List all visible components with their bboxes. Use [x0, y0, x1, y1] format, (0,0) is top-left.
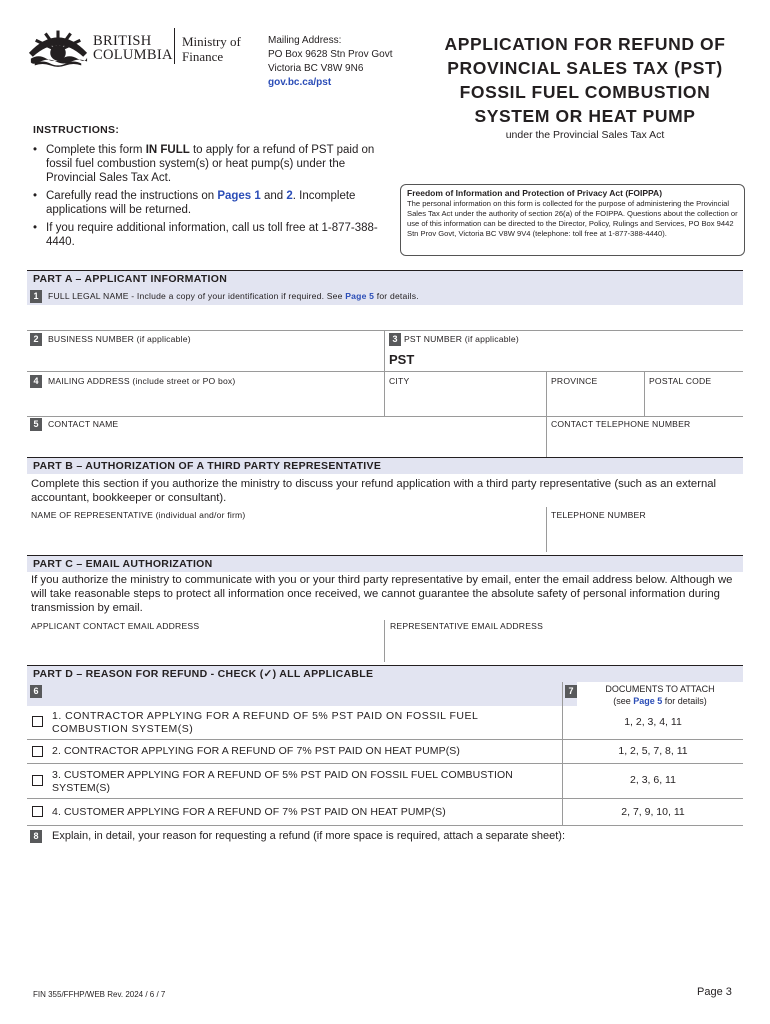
foippa-notice	[400, 184, 745, 256]
page-5-link[interactable]: Page 5	[633, 696, 663, 706]
contact-telephone-label: CONTACT TELEPHONE NUMBER	[551, 419, 691, 429]
field-number: 1	[30, 290, 42, 303]
contact-telephone-input[interactable]	[547, 432, 743, 456]
website-link[interactable]: gov.bc.ca/pst	[268, 77, 332, 88]
part-c-text: If you authorize the ministry to communicate with you or your third party representative by email, enter the email address below. Although we will take reasonable steps to protect all information once received, we cannot guarantee the absolute safety of personal information during transmission by email.	[31, 574, 733, 614]
instruction-item: • If you require additional information, call us toll free at 1-877-388-4440.	[33, 221, 378, 249]
mailing-address-input[interactable]	[27, 388, 384, 416]
pst-number-input[interactable]	[420, 348, 743, 370]
applicant-email-label: APPLICANT CONTACT EMAIL ADDRESS	[31, 621, 200, 631]
reason-4-checkbox[interactable]	[32, 806, 43, 817]
pages-1-link[interactable]: Pages 1	[217, 190, 261, 202]
instructions-heading: INSTRUCTIONS:	[33, 124, 120, 136]
reason-1-checkbox[interactable]	[32, 716, 43, 727]
instruction-item: • Complete this form IN FULL to apply for a refund of PST paid on fossil fuel combustion system(s) or heat pump(s) under the Provincial Sales Tax Act.	[33, 143, 378, 185]
explain-reason-textarea[interactable]	[27, 848, 743, 970]
bc-sun-logo	[27, 27, 89, 67]
contact-name-label: CONTACT NAME	[48, 419, 119, 429]
form-id: FIN 355/FFHP/WEB Rev. 2024 / 6 / 7	[33, 990, 166, 999]
part-b-text: Complete this section if you authorize the ministry to discuss your refund application with a third party representative (such as an external accountant, bookkeeper or consultant).	[31, 478, 717, 504]
explain-reason-label: Explain, in detail, your reason for requesting a refund (if more space is required, attach a separate sheet):	[52, 830, 566, 842]
part-d-heading: PART D – REASON FOR REFUND - CHECK (✓) ALL APPLICABLE	[27, 665, 743, 682]
postal-code-input[interactable]	[645, 388, 743, 416]
instruction-item: • Carefully read the instructions on Pages 1 and 2. Incomplete applications will be returned.	[33, 189, 378, 217]
representative-telephone-input[interactable]	[547, 522, 743, 552]
field-number: 2	[30, 333, 42, 346]
full-legal-name-input[interactable]	[27, 305, 743, 330]
full-legal-name-label: FULL LEGAL NAME - Include a copy of your identification if required. See Page 5 for details.	[48, 291, 419, 301]
representative-name-input[interactable]	[27, 522, 546, 552]
reason-1-documents: 1, 2, 3, 4, 11	[624, 716, 682, 728]
part-b-heading: PART B – AUTHORIZATION OF A THIRD PARTY REPRESENTATIVE	[27, 457, 743, 474]
page-number: Page 3	[697, 986, 732, 998]
reason-2-label: 2. CONTRACTOR APPLYING FOR A REFUND OF 7% PST PAID ON HEAT PUMP(S)	[52, 745, 461, 757]
reason-3-label: 3. CUSTOMER APPLYING FOR A REFUND OF 5% PST PAID ON FOSSIL FUEL COMBUSTION SYSTEM(S)	[52, 769, 513, 794]
form-title: APPLICATION FOR REFUND OF PROVINCIAL SALES TAX (PST) FOSSIL FUEL COMBUSTION SYSTEM OR HEAT PUMP	[444, 34, 726, 126]
reason-4-documents: 2, 7, 9, 10, 11	[621, 806, 685, 818]
mailing-address: Mailing Address: PO Box 9628 Stn Prov Govt Victoria BC V8W 9N6 gov.bc.ca/pst	[268, 35, 393, 88]
pst-prefix: PST	[389, 352, 415, 367]
city-input[interactable]	[385, 388, 546, 416]
foippa-heading: Freedom of Information and Protection of Privacy Act (FOIPPA)	[407, 188, 663, 198]
business-number-label: BUSINESS NUMBER (if applicable)	[48, 334, 191, 344]
page-2-link[interactable]: 2	[286, 190, 293, 202]
representative-name-label: NAME OF REPRESENTATIVE (individual and/or firm)	[31, 510, 246, 520]
representative-telephone-label: TELEPHONE NUMBER	[551, 510, 646, 520]
business-number-input[interactable]	[27, 346, 384, 371]
representative-email-input[interactable]	[385, 634, 743, 662]
field-number: 6	[30, 685, 42, 698]
reason-1-label: 1. CONTRACTOR APPLYING FOR A REFUND OF 5% PST PAID ON FOSSIL FUEL COMBUSTION SYSTEM(S)	[52, 710, 478, 735]
reason-3-documents: 2, 3, 6, 11	[630, 774, 676, 786]
ministry-name: Ministry of Finance	[182, 34, 241, 64]
documents-to-attach-heading: DOCUMENTS TO ATTACH (see Page 5 for details)	[605, 684, 715, 706]
reason-2-checkbox[interactable]	[32, 746, 43, 757]
form-subtitle: under the Provincial Sales Tax Act	[505, 129, 665, 141]
reason-4-label: 4. CUSTOMER APPLYING FOR A REFUND OF 7% PST PAID ON HEAT PUMP(S)	[52, 806, 446, 818]
applicant-email-input[interactable]	[27, 634, 384, 662]
contact-name-input[interactable]	[27, 432, 546, 456]
field-number: 8	[30, 830, 42, 843]
province-label: PROVINCE	[551, 376, 598, 386]
instructions-list	[33, 143, 378, 253]
field-number: 7	[565, 685, 577, 698]
part-a-heading: PART A – APPLICANT INFORMATION	[27, 270, 743, 287]
field-number: 4	[30, 375, 42, 388]
postal-code-label: POSTAL CODE	[649, 376, 712, 386]
foippa-body: The personal information on this form is collected for the purpose of administering the Provincial Sales Tax Act under the authority of section 26(a) of the FOIPPA. Questions about the collection or use of this information can be directed to the Director, Policy, Rulings and Services, PO Box 9442 Stn Prov Govt, Victoria BC V8W 9V4 (telephone: toll free at 1-877-388-4440).	[407, 199, 738, 238]
reason-2-documents: 1, 2, 5, 7, 8, 11	[618, 745, 688, 757]
field-number: 3	[389, 333, 401, 346]
reason-3-checkbox[interactable]	[32, 775, 43, 786]
pst-number-label: PST NUMBER (if applicable)	[404, 334, 519, 344]
mailing-address-label: MAILING ADDRESS (include street or PO box)	[48, 376, 236, 386]
province-input[interactable]	[547, 388, 644, 416]
bc-wordmark: BRITISH COLUMBIA	[93, 33, 173, 63]
field-number: 5	[30, 418, 42, 431]
page-5-link[interactable]: Page 5	[345, 291, 375, 301]
logo-divider	[174, 28, 175, 64]
representative-email-label: REPRESENTATIVE EMAIL ADDRESS	[390, 621, 544, 631]
city-label: CITY	[389, 376, 410, 386]
part-c-heading: PART C – EMAIL AUTHORIZATION	[27, 555, 743, 572]
